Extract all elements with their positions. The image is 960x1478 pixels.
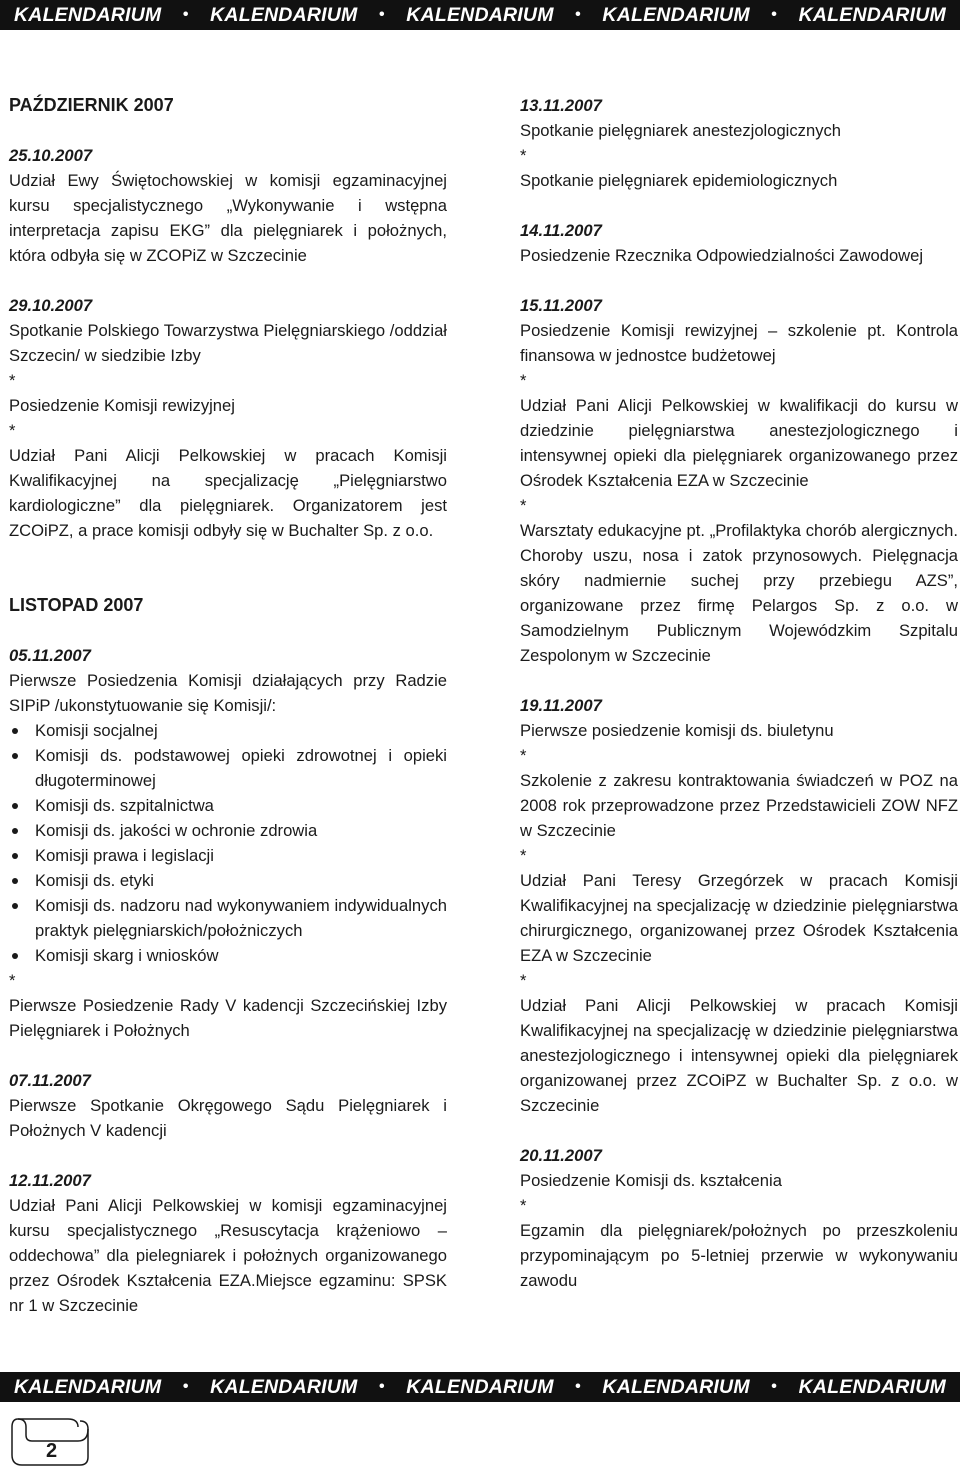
separator-asterisk: * — [520, 146, 527, 165]
banner-word: KALENDARIUM — [210, 1375, 358, 1398]
separator-asterisk: * — [520, 496, 527, 515]
bullet-separator: • — [771, 1378, 778, 1395]
separator-asterisk: * — [520, 746, 527, 765]
list-item: Komisji prawa i legislacji — [9, 843, 447, 868]
event-date: 14.11.2007 — [520, 221, 602, 240]
bullet-separator: • — [378, 6, 385, 23]
event-date: 19.11.2007 — [520, 696, 602, 715]
event-text: Posiedzenie Komisji rewizyjnej – szkolenie pt. Kontrola finansowa w jednostce budżetowej — [520, 321, 958, 365]
event-text: Posiedzenie Komisji rewizyjnej — [9, 396, 235, 415]
event-text: Pierwsze posiedzenie komisji ds. biuletynu — [520, 721, 834, 740]
event-date: 12.11.2007 — [9, 1171, 91, 1190]
banner-word: KALENDARIUM — [602, 3, 750, 26]
event-text: Udział Pani Alicji Pelkowskiej w kwalifikacji do kursu w dziedzinie pielęgniarstwa anestezjologicznego i intensywnej opieki dla pielęgniarek organizowanego przez Ośrodek Kształcenia EZA w Szczecinie — [520, 396, 958, 490]
bullet-separator: • — [575, 1378, 581, 1395]
event-text: Udział Pani Alicji Pelkowskiej w pracach Komisji Kwalifikacyjnej na specjalizację w dziedzinie pielęgniarstwa anestezjologicznego i intensywnej opieki dla pielęgniarek organizowanej przez ZCOiPZ w Buchalter Sp. z o.o. w Szczecinie — [520, 996, 958, 1115]
separator-asterisk: * — [520, 1196, 527, 1215]
event-date: 05.11.2007 — [9, 646, 91, 665]
banner-word: KALENDARIUM — [210, 3, 358, 26]
list-item: Komisji ds. szpitalnictwa — [9, 793, 447, 818]
list-item: Komisji ds. etyki — [9, 868, 447, 893]
event-date: 15.11.2007 — [520, 296, 602, 315]
banner-word: KALENDARIUM — [602, 1375, 750, 1398]
separator-asterisk: * — [520, 846, 527, 865]
event-text: Warsztaty edukacyjne pt. „Profilaktyka chorób alergicznych. Choroby uszu, nosa i zatok przynosowych. Pielęgnacja skóry nadmiernie suchej przy przebiegu AZS”, organizowane przez firmę Pelargos Sp. z o.o. w Samodzielnym Publicznym Wojewódzkim Szpitalu Zespolonym w Szczecinie — [520, 521, 958, 665]
list-item: Komisji ds. jakości w ochronie zdrowia — [9, 818, 447, 843]
list-item: Komisji skarg i wniosków — [9, 943, 447, 968]
month-header-november: LISTOPAD 2007 — [9, 595, 144, 615]
bullet-separator: • — [182, 1378, 189, 1395]
footer-banner — [0, 1372, 960, 1402]
banner-word: KALENDARIUM — [14, 3, 162, 26]
month-header-october: PAŹDZIERNIK 2007 — [9, 95, 174, 115]
event-text: Udział Pani Alicji Pelkowskiej w komisji egzaminacyjnej kursu specjalistycznego „Resuscytacja krążeniowo – oddechowa” dla pielegniarek i położnych organizowanego przez Ośrodek Kształcenia EZA.Miejsce egzaminu: SPSK nr 1 w Szczecinie — [9, 1196, 447, 1315]
separator-asterisk: * — [520, 371, 527, 390]
event-date: 29.10.2007 — [9, 296, 93, 315]
event-text: Spotkanie Polskiego Towarzystwa Pielęgniarskiego /oddział Szczecin/ w siedzibie Izby — [9, 321, 447, 365]
banner-word: KALENDARIUM — [798, 1375, 946, 1398]
bullet-separator: • — [182, 6, 189, 23]
event-text: Posiedzenie Rzecznika Odpowiedzialności Zawodowej — [520, 246, 924, 265]
separator-asterisk: * — [9, 971, 16, 990]
list-item: Komisji socjalnej — [9, 718, 447, 743]
event-text: Pierwsze Posiedzenia Komisji działających przy Radzie SIPiP /ukonstytuowanie się Komisji/: — [9, 671, 447, 715]
event-text: Pierwsze Spotkanie Okręgowego Sądu Pielęgniarek i Położnych V kadencji — [9, 1096, 447, 1140]
event-text: Udział Pani Teresy Grzegórzek w pracach Komisji Kwalifikacyjnej na specjalizację w dziedzinie pielęgniarstwa chirurgicznego, organizowanej przez Ośrodek Kształcenia EZA w Szczecinie — [520, 871, 958, 965]
banner-word: KALENDARIUM — [14, 1375, 162, 1398]
event-text: Spotkanie pielęgniarek epidemiologicznych — [520, 171, 838, 190]
separator-asterisk: * — [9, 421, 16, 440]
event-text: Udział Ewy Świętochowskiej w komisji egzaminacyjnej kursu specjalistycznego „Wykonywanie i wstępna interpretacja zapisu EKG” dla pielęgniarek i położnych, która odbyła się w ZCOPiZ w Szczecinie — [9, 171, 447, 265]
page-number: 2 — [46, 1440, 58, 1462]
right-column — [520, 93, 958, 1293]
bullet-separator: • — [771, 6, 778, 23]
left-column — [9, 93, 447, 1318]
event-date: 25.10.2007 — [9, 146, 93, 165]
separator-asterisk: * — [520, 971, 527, 990]
separator-asterisk: * — [9, 371, 16, 390]
event-date: 20.11.2007 — [520, 1146, 602, 1165]
list-item: Komisji ds. podstawowej opieki zdrowotnej i opieki długoterminowej — [9, 743, 447, 793]
committee-list — [9, 718, 447, 968]
event-date: 07.11.2007 — [9, 1071, 91, 1090]
list-item: Komisji ds. nadzoru nad wykonywaniem indywidualnych praktyk pielęgniarskich/położniczych — [9, 893, 447, 943]
banner-word: KALENDARIUM — [406, 3, 554, 26]
event-text: Egzamin dla pielęgniarek/położnych po przeszkoleniu przypominającym po 5-letniej przerwie w wykonywaniu zawodu — [520, 1221, 958, 1290]
event-text: Szkolenie z zakresu kontraktowania świadczeń w POZ na 2008 rok przeprowadzone przez Przedstawicieli ZOW NFZ w Szczecinie — [520, 771, 958, 840]
event-text: Pierwsze Posiedzenie Rady V kadencji Szczecińskiej Izby Pielęgniarek i Położnych — [9, 996, 447, 1040]
bullet-separator: • — [378, 1378, 385, 1395]
header-banner — [0, 0, 960, 30]
banner-word: KALENDARIUM — [406, 1375, 554, 1398]
event-date: 13.11.2007 — [520, 96, 602, 115]
event-text: Posiedzenie Komisji ds. kształcenia — [520, 1171, 782, 1190]
banner-word: KALENDARIUM — [798, 3, 946, 26]
event-text: Udział Pani Alicji Pelkowskiej w pracach Komisji Kwalifikacyjnej na specjalizację „Pielęgniarstwo kardiologiczne” dla pielęgniarek. Organizatorem jest ZCOiPZ, a prace komisji odbyły się w Buchalter Sp. z o.o. — [9, 446, 447, 540]
event-text: Spotkanie pielęgniarek anestezjologicznych — [520, 121, 842, 140]
bullet-separator: • — [575, 6, 581, 23]
